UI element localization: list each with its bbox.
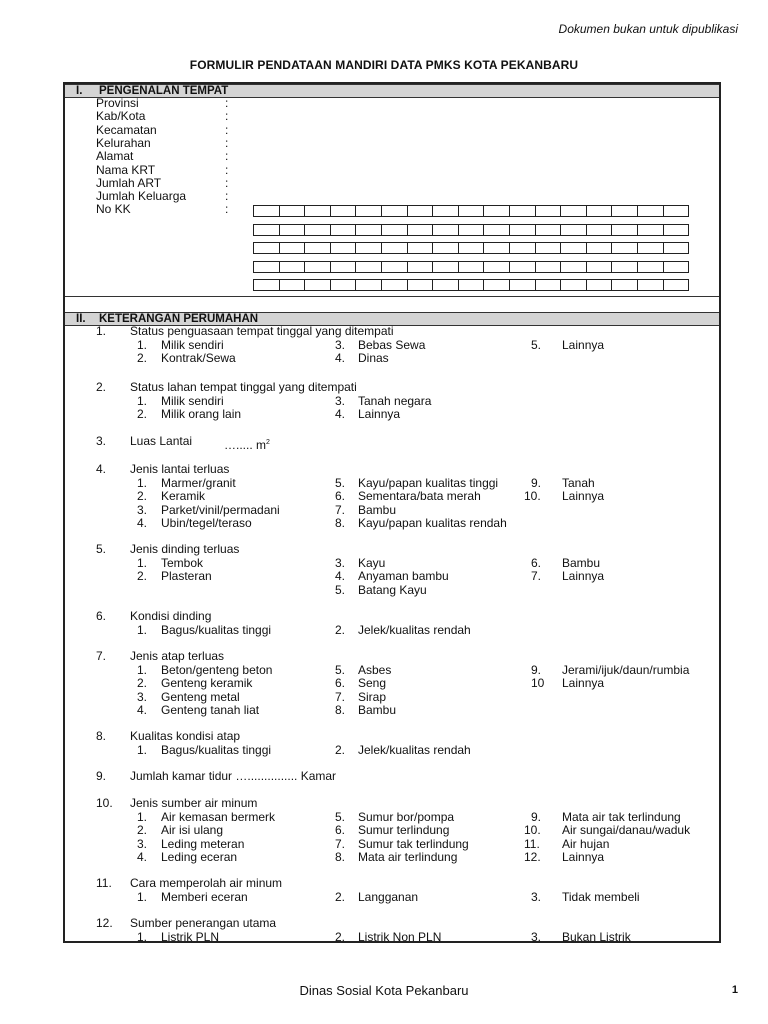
option-label[interactable]: Tanah bbox=[562, 475, 595, 490]
option-label[interactable]: Kontrak/Sewa bbox=[161, 351, 236, 365]
option-label[interactable]: Mata air terlindung bbox=[358, 850, 458, 864]
option-label[interactable]: Lainnya bbox=[562, 569, 605, 583]
no-kk-digit-box[interactable] bbox=[587, 225, 613, 235]
option-number: 2. bbox=[137, 351, 148, 365]
question-number: 9. bbox=[96, 769, 107, 783]
no-kk-digit-box[interactable] bbox=[356, 262, 382, 272]
option-label[interactable]: Sumur bor/pompa bbox=[358, 809, 455, 824]
option-label[interactable]: Parket/vinil/permadani bbox=[161, 502, 280, 517]
option-label[interactable]: Tidak membeli bbox=[562, 889, 640, 904]
option-label[interactable]: Anyaman bambu bbox=[358, 569, 449, 583]
no-kk-digit-box[interactable] bbox=[356, 206, 382, 216]
option-label[interactable]: Genteng metal bbox=[161, 689, 240, 704]
no-kk-digit-box[interactable] bbox=[280, 243, 306, 253]
question-number: 3. bbox=[96, 434, 107, 448]
no-kk-digit-box[interactable] bbox=[536, 280, 562, 290]
no-kk-digit-box[interactable] bbox=[305, 280, 331, 290]
no-kk-box-row[interactable] bbox=[253, 261, 689, 273]
question-number: 4. bbox=[96, 462, 107, 476]
question-text: Kondisi dinding bbox=[130, 609, 212, 623]
option-label[interactable]: Leding eceran bbox=[161, 850, 238, 864]
option-number: 1. bbox=[137, 889, 148, 904]
section-2-number: II. bbox=[76, 313, 86, 325]
option-number: 7. bbox=[335, 836, 346, 851]
no-kk-digit-box[interactable] bbox=[408, 280, 434, 290]
unit-superscript: 2 bbox=[266, 439, 270, 446]
option-number: 3. bbox=[137, 689, 148, 704]
form-frame bbox=[63, 82, 721, 943]
question-number: 12. bbox=[96, 916, 113, 930]
no-kk-digit-box[interactable] bbox=[612, 243, 638, 253]
no-kk-digit-box[interactable] bbox=[382, 225, 408, 235]
no-kk-digit-box[interactable] bbox=[664, 280, 689, 290]
no-kk-digit-box[interactable] bbox=[382, 280, 408, 290]
no-kk-digit-box[interactable] bbox=[510, 262, 536, 272]
field-label-nama-krt: Nama KRT bbox=[96, 162, 156, 177]
no-kk-digit-box[interactable] bbox=[638, 280, 664, 290]
question-text: Kualitas kondisi atap bbox=[130, 729, 241, 743]
field-label-kab-kota: Kab/Kota bbox=[96, 109, 146, 124]
option-label[interactable]: Keramik bbox=[161, 489, 206, 503]
option-label[interactable]: Lainnya bbox=[358, 407, 401, 421]
question-text: Status penguasaan tempat tinggal yang ditempati bbox=[130, 324, 394, 338]
no-kk-digit-box[interactable] bbox=[561, 280, 587, 290]
option-number: 5. bbox=[531, 337, 542, 352]
option-number: 6. bbox=[335, 676, 346, 690]
field-label-jumlah-keluarga: Jumlah Keluarga bbox=[96, 189, 187, 204]
option-number: 3. bbox=[531, 889, 542, 904]
no-kk-digit-box[interactable] bbox=[612, 225, 638, 235]
option-number: 1. bbox=[137, 809, 148, 824]
no-kk-digit-box[interactable] bbox=[612, 262, 638, 272]
no-kk-digit-box[interactable] bbox=[305, 225, 331, 235]
option-label[interactable]: Kayu/papan kualitas rendah bbox=[358, 516, 507, 530]
no-kk-digit-box[interactable] bbox=[331, 225, 357, 235]
no-kk-digit-box[interactable] bbox=[433, 262, 459, 272]
field-label-kelurahan: Kelurahan bbox=[96, 135, 151, 150]
option-number: 3. bbox=[137, 836, 148, 851]
no-kk-digit-box[interactable] bbox=[408, 243, 434, 253]
no-kk-digit-box[interactable] bbox=[408, 206, 434, 216]
field-label-no-kk: No KK bbox=[96, 202, 131, 217]
option-number: 3. bbox=[137, 502, 148, 517]
question-text: Jumlah kamar tidur …............... Kamar bbox=[130, 769, 337, 783]
option-label[interactable]: Milik orang lain bbox=[161, 407, 242, 421]
section-1-header bbox=[65, 84, 719, 98]
no-kk-digit-box[interactable] bbox=[664, 225, 689, 235]
option-label[interactable]: Bebas Sewa bbox=[358, 337, 426, 352]
option-number: 9. bbox=[531, 475, 542, 490]
option-number: 2. bbox=[335, 929, 346, 944]
no-kk-digit-box[interactable] bbox=[587, 206, 613, 216]
no-kk-digit-box[interactable] bbox=[510, 225, 536, 235]
option-label[interactable]: Bagus/kualitas tinggi bbox=[161, 742, 272, 757]
field-label-provinsi: Provinsi bbox=[96, 96, 139, 110]
option-number: 7. bbox=[335, 502, 346, 517]
no-kk-digit-box[interactable] bbox=[638, 262, 664, 272]
option-label[interactable]: Air kemasan bermerk bbox=[161, 809, 276, 824]
question-text: Cara memperolah air minum bbox=[130, 876, 283, 890]
option-number: 4. bbox=[335, 407, 346, 421]
no-kk-digit-box[interactable] bbox=[510, 243, 536, 253]
option-label[interactable]: Dinas bbox=[358, 351, 389, 365]
option-label[interactable]: Sumur terlindung bbox=[358, 823, 450, 837]
option-label[interactable]: Sementara/bata merah bbox=[358, 489, 481, 503]
option-label[interactable]: Genteng tanah liat bbox=[161, 703, 260, 717]
field-colon: : bbox=[225, 149, 229, 164]
option-number: 2. bbox=[137, 407, 148, 421]
option-label[interactable]: Asbes bbox=[358, 662, 392, 677]
no-kk-box-row[interactable] bbox=[253, 205, 689, 217]
option-label[interactable]: Ubin/tegel/teraso bbox=[161, 516, 252, 530]
no-kk-digit-box[interactable] bbox=[382, 206, 408, 216]
no-kk-digit-box[interactable] bbox=[510, 280, 536, 290]
option-number: 7. bbox=[531, 569, 542, 583]
option-number: 3. bbox=[531, 929, 542, 944]
no-kk-digit-box[interactable] bbox=[254, 206, 280, 216]
no-kk-digit-box[interactable] bbox=[612, 206, 638, 216]
no-kk-digit-box[interactable] bbox=[664, 243, 689, 253]
question-number: 10. bbox=[96, 796, 113, 810]
option-label[interactable]: Batang Kayu bbox=[358, 582, 427, 597]
no-kk-digit-box[interactable] bbox=[484, 243, 510, 253]
option-label[interactable]: Memberi eceran bbox=[161, 889, 248, 904]
no-kk-digit-box[interactable] bbox=[638, 243, 664, 253]
option-label[interactable]: Bambu bbox=[358, 502, 397, 517]
option-number: 3. bbox=[335, 393, 346, 408]
option-label[interactable]: Jelek/kualitas rendah bbox=[358, 622, 471, 637]
no-kk-digit-box[interactable] bbox=[561, 206, 587, 216]
no-kk-digit-box[interactable] bbox=[536, 225, 562, 235]
no-kk-digit-box[interactable] bbox=[280, 262, 306, 272]
question-text: Jenis lantai terluas bbox=[130, 462, 230, 476]
no-kk-digit-box[interactable] bbox=[433, 225, 459, 235]
no-kk-digit-box[interactable] bbox=[331, 262, 357, 272]
no-kk-digit-box[interactable] bbox=[433, 280, 459, 290]
no-kk-digit-box[interactable] bbox=[433, 243, 459, 253]
field-colon: : bbox=[225, 162, 229, 177]
option-number: 3. bbox=[335, 555, 346, 570]
option-label[interactable]: Marmer/granit bbox=[161, 475, 236, 490]
question-number: 8. bbox=[96, 729, 107, 743]
option-number: 1. bbox=[137, 393, 148, 408]
no-kk-digit-box[interactable] bbox=[459, 206, 485, 216]
option-label[interactable]: Lainnya bbox=[562, 850, 605, 864]
no-kk-digit-box[interactable] bbox=[382, 243, 408, 253]
confidentiality-note: Dokumen bukan untuk dipublikasi bbox=[558, 22, 738, 36]
no-kk-digit-box[interactable] bbox=[331, 206, 357, 216]
no-kk-digit-box[interactable] bbox=[305, 206, 331, 216]
field-label-jumlah-art: Jumlah ART bbox=[96, 175, 162, 190]
option-number: 9. bbox=[531, 662, 542, 677]
no-kk-digit-box[interactable] bbox=[536, 206, 562, 216]
option-label[interactable]: Air isi ulang bbox=[161, 823, 224, 837]
question-number: 5. bbox=[96, 542, 107, 556]
option-number: 4. bbox=[137, 516, 148, 530]
section-2-title: KETERANGAN PERUMAHAN bbox=[99, 313, 259, 325]
option-number: 9. bbox=[531, 809, 542, 824]
no-kk-box-row[interactable] bbox=[253, 279, 689, 291]
page-number: 1 bbox=[731, 984, 738, 996]
question-text: Jenis dinding terluas bbox=[130, 542, 240, 556]
option-label[interactable]: Milik sendiri bbox=[161, 393, 224, 408]
no-kk-digit-box[interactable] bbox=[305, 262, 331, 272]
question-number: 1. bbox=[96, 324, 107, 338]
no-kk-digit-box[interactable] bbox=[254, 225, 280, 235]
no-kk-digit-box[interactable] bbox=[536, 262, 562, 272]
no-kk-digit-box[interactable] bbox=[484, 225, 510, 235]
option-label[interactable]: Kayu bbox=[358, 555, 386, 570]
option-number: 4. bbox=[335, 351, 346, 365]
option-label[interactable]: Bambu bbox=[562, 555, 601, 570]
option-number: 8. bbox=[335, 703, 346, 717]
option-label[interactable]: Air sungai/danau/waduk bbox=[562, 823, 691, 837]
option-label[interactable]: Jelek/kualitas rendah bbox=[358, 742, 471, 757]
option-number: 2. bbox=[335, 742, 346, 757]
option-number: 5. bbox=[335, 662, 346, 677]
no-kk-digit-box[interactable] bbox=[484, 262, 510, 272]
option-number: 1. bbox=[137, 929, 148, 944]
option-label[interactable]: Bukan Listrik bbox=[562, 929, 631, 944]
no-kk-digit-box[interactable] bbox=[356, 225, 382, 235]
no-kk-digit-box[interactable] bbox=[561, 243, 587, 253]
no-kk-digit-box[interactable] bbox=[356, 280, 382, 290]
option-label[interactable]: Beton/genteng beton bbox=[161, 662, 273, 677]
field-colon: : bbox=[225, 96, 229, 110]
no-kk-digit-box[interactable] bbox=[459, 243, 485, 253]
option-label[interactable]: Genteng keramik bbox=[161, 676, 253, 690]
option-number: 5. bbox=[335, 475, 346, 490]
option-number: 5. bbox=[335, 809, 346, 824]
option-number: 1. bbox=[137, 337, 148, 352]
no-kk-digit-box[interactable] bbox=[331, 280, 357, 290]
no-kk-digit-box[interactable] bbox=[612, 280, 638, 290]
field-colon: : bbox=[225, 122, 229, 137]
no-kk-digit-box[interactable] bbox=[561, 225, 587, 235]
option-number: 11. bbox=[524, 836, 540, 851]
question-text: Jenis sumber air minum bbox=[130, 796, 258, 810]
option-number: 2. bbox=[137, 676, 148, 690]
field-colon: : bbox=[225, 202, 229, 217]
option-number: 2. bbox=[335, 889, 346, 904]
option-label[interactable]: Sirap bbox=[358, 689, 387, 704]
option-number: 1. bbox=[137, 622, 148, 637]
option-label[interactable]: Sumur tak terlindung bbox=[358, 836, 469, 851]
option-label[interactable]: Mata air tak terlindung bbox=[562, 809, 681, 824]
luas-lantai-blank[interactable]: …..... $m^2$ bbox=[224, 438, 270, 452]
option-number: 12. bbox=[524, 850, 541, 864]
no-kk-digit-box[interactable] bbox=[459, 225, 485, 235]
no-kk-digit-box[interactable] bbox=[382, 262, 408, 272]
field-colon: : bbox=[225, 135, 229, 150]
option-label[interactable]: Tembok bbox=[161, 555, 204, 570]
option-label[interactable]: Tanah negara bbox=[358, 393, 432, 408]
no-kk-digit-box[interactable] bbox=[408, 225, 434, 235]
section-1-title: PENGENALAN TEMPAT bbox=[99, 85, 229, 97]
no-kk-digit-box[interactable] bbox=[587, 262, 613, 272]
option-label[interactable]: Kayu/papan kualitas tinggi bbox=[358, 475, 499, 490]
question-number: 7. bbox=[96, 649, 107, 663]
section-divider bbox=[65, 296, 719, 297]
no-kk-digit-box[interactable] bbox=[510, 206, 536, 216]
option-label[interactable]: Bambu bbox=[358, 703, 397, 717]
option-number: 10. bbox=[524, 823, 541, 837]
option-number: 8. bbox=[335, 516, 346, 530]
option-number: 4. bbox=[137, 703, 148, 717]
no-kk-digit-box[interactable] bbox=[305, 243, 331, 253]
option-label[interactable]: Listrik Non PLN bbox=[358, 929, 442, 944]
question-number: 2. bbox=[96, 380, 107, 394]
question-number: 11. bbox=[96, 876, 112, 890]
no-kk-digit-box[interactable] bbox=[433, 206, 459, 216]
option-number: 2. bbox=[137, 823, 148, 837]
option-label[interactable]: Jerami/ijuk/daun/rumbia bbox=[562, 662, 690, 677]
option-label[interactable]: Bagus/kualitas tinggi bbox=[161, 622, 272, 637]
no-kk-digit-box[interactable] bbox=[280, 206, 306, 216]
question-text: Luas Lantai bbox=[130, 434, 193, 448]
option-number: 10. bbox=[524, 489, 541, 503]
option-label[interactable]: Listrik PLN bbox=[161, 929, 220, 944]
form-title: FORMULIR PENDATAAN MANDIRI DATA PMKS KOTA PEKANBARU bbox=[189, 58, 579, 72]
no-kk-digit-box[interactable] bbox=[356, 243, 382, 253]
no-kk-digit-box[interactable] bbox=[254, 262, 280, 272]
field-colon: : bbox=[225, 189, 229, 204]
no-kk-digit-box[interactable] bbox=[254, 243, 280, 253]
no-kk-digit-box[interactable] bbox=[561, 262, 587, 272]
no-kk-digit-box[interactable] bbox=[664, 206, 689, 216]
no-kk-digit-box[interactable] bbox=[280, 225, 306, 235]
no-kk-digit-box[interactable] bbox=[254, 280, 280, 290]
option-label[interactable]: Leding meteran bbox=[161, 836, 245, 851]
option-number: 6. bbox=[335, 823, 346, 837]
option-label[interactable]: Langganan bbox=[358, 889, 419, 904]
option-number: 1. bbox=[137, 555, 148, 570]
option-number: 2. bbox=[137, 569, 148, 583]
question-text: Jenis atap terluas bbox=[130, 649, 225, 663]
option-number: 1. bbox=[137, 475, 148, 490]
no-kk-digit-box[interactable] bbox=[664, 262, 689, 272]
option-label[interactable]: Lainnya bbox=[562, 337, 605, 352]
option-number: 6. bbox=[531, 555, 542, 570]
question-text: Status lahan tempat tinggal yang ditempati bbox=[130, 380, 357, 394]
no-kk-box-row[interactable] bbox=[253, 224, 689, 236]
field-colon: : bbox=[225, 175, 229, 190]
no-kk-digit-box[interactable] bbox=[459, 262, 485, 272]
no-kk-digit-box[interactable] bbox=[638, 225, 664, 235]
option-number: 2. bbox=[335, 622, 346, 637]
option-label[interactable]: Seng bbox=[358, 676, 387, 690]
footer-agency: Dinas Sosial Kota Pekanbaru bbox=[299, 983, 469, 998]
question-text: Sumber penerangan utama bbox=[130, 916, 277, 930]
option-label[interactable]: Lainnya bbox=[562, 489, 605, 503]
no-kk-digit-box[interactable] bbox=[331, 243, 357, 253]
option-label[interactable]: Plasteran bbox=[161, 569, 212, 583]
option-number: 4. bbox=[137, 850, 148, 864]
no-kk-digit-box[interactable] bbox=[587, 243, 613, 253]
question-number: 6. bbox=[96, 609, 107, 623]
section-1-number: I. bbox=[76, 85, 83, 97]
option-label[interactable]: Milik sendiri bbox=[161, 337, 224, 352]
option-number: 1. bbox=[137, 742, 148, 757]
option-number: 10 bbox=[531, 676, 545, 690]
option-number: 3. bbox=[335, 337, 346, 352]
field-label-alamat: Alamat bbox=[96, 149, 134, 164]
option-label[interactable]: Air hujan bbox=[562, 836, 610, 851]
option-number: 2. bbox=[137, 489, 148, 503]
no-kk-digit-box[interactable] bbox=[587, 280, 613, 290]
no-kk-digit-box[interactable] bbox=[280, 280, 306, 290]
option-number: 6. bbox=[335, 489, 346, 503]
field-colon: : bbox=[225, 109, 229, 124]
option-number: 5. bbox=[335, 582, 346, 597]
no-kk-digit-box[interactable] bbox=[638, 206, 664, 216]
no-kk-box-row[interactable] bbox=[253, 242, 689, 254]
option-number: 1. bbox=[137, 662, 148, 677]
option-number: 7. bbox=[335, 689, 346, 704]
field-label-kecamatan: Kecamatan bbox=[96, 122, 157, 137]
option-number: 8. bbox=[335, 850, 346, 864]
no-kk-digit-box[interactable] bbox=[459, 280, 485, 290]
option-label[interactable]: Lainnya bbox=[562, 676, 605, 690]
no-kk-digit-box[interactable] bbox=[484, 206, 510, 216]
no-kk-digit-box[interactable] bbox=[484, 280, 510, 290]
option-number: 4. bbox=[335, 569, 346, 583]
no-kk-digit-box[interactable] bbox=[408, 262, 434, 272]
no-kk-digit-box[interactable] bbox=[536, 243, 562, 253]
